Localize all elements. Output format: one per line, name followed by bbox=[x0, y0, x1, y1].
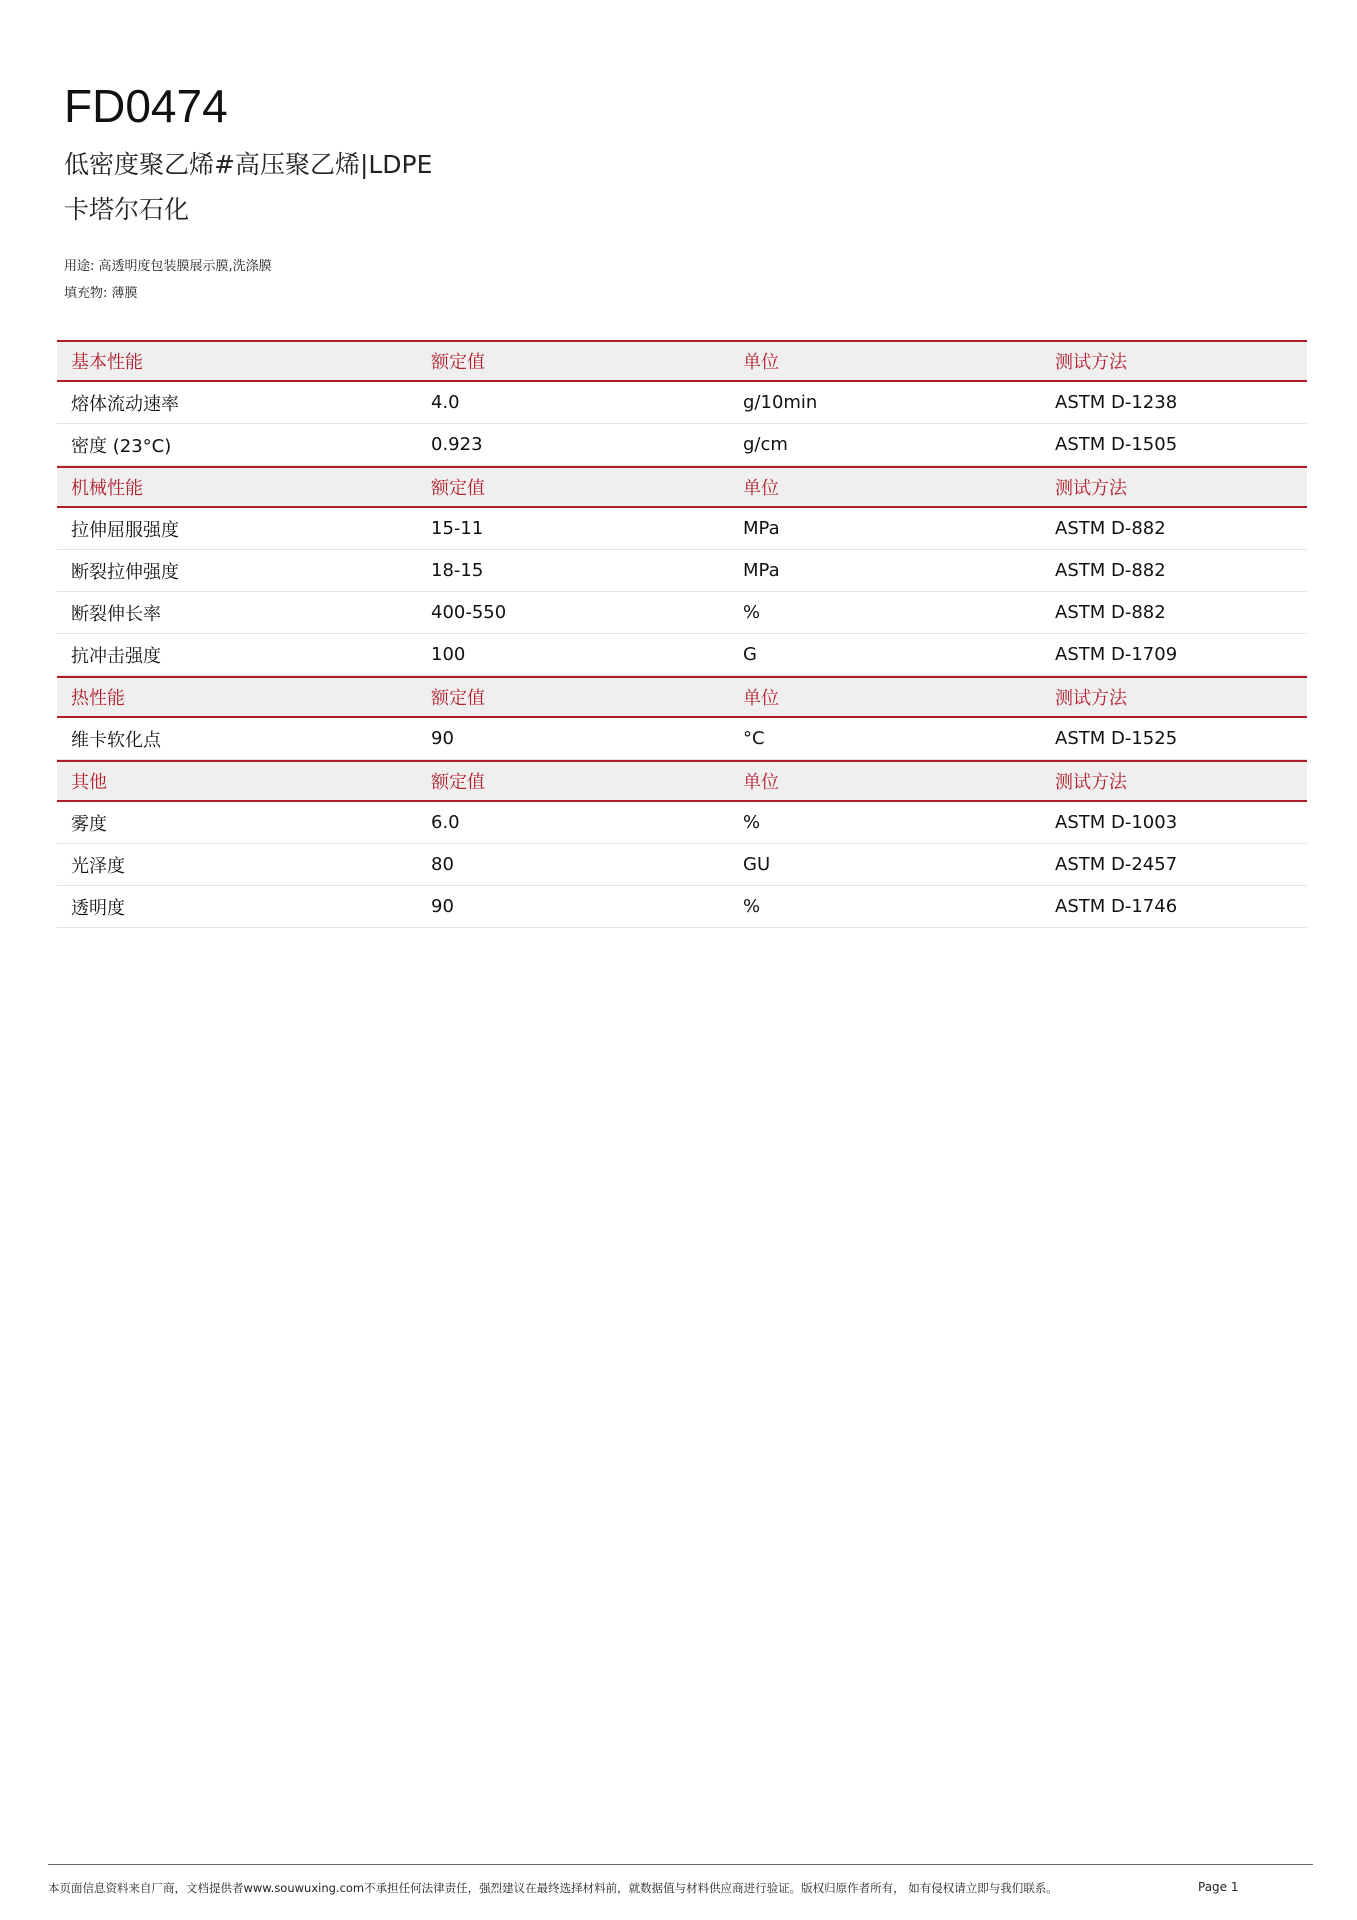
table-cell: G bbox=[743, 644, 757, 665]
section-header-cell: 基本性能 bbox=[71, 352, 143, 373]
usage-text: 用途: 高透明度包装膜展示膜,洗涤膜 bbox=[64, 259, 272, 274]
table-cell: 90 bbox=[431, 728, 454, 749]
table-cell: ASTM D-882 bbox=[1055, 602, 1166, 623]
table-cell: g/10min bbox=[743, 392, 818, 413]
footer-divider bbox=[48, 1864, 1313, 1865]
section-header-cell: 单位 bbox=[743, 478, 779, 499]
table-cell: % bbox=[743, 602, 761, 623]
table-cell: 光泽度 bbox=[71, 855, 125, 877]
table-cell: 断裂伸长率 bbox=[71, 603, 161, 625]
table-cell: 18-15 bbox=[431, 560, 484, 581]
table-cell: ASTM D-882 bbox=[1055, 560, 1166, 581]
section-header-cell: 其他 bbox=[71, 772, 107, 793]
table-cell: 断裂拉伸强度 bbox=[71, 561, 179, 583]
table-cell: 90 bbox=[431, 896, 454, 917]
footer-disclaimer: 本页面信息资料来自厂商，文档提供者www.souwuxing.com不承担任何法律责任，强烈建议在最终选择材料前，就数据值与材料供应商进行验证。版权归原作者所有， 如有侵权请立即与我们联系。 bbox=[48, 1881, 1058, 1895]
table-cell: 15-11 bbox=[431, 518, 484, 539]
table-cell: ASTM D-1505 bbox=[1055, 434, 1178, 455]
manufacturer-name: 卡塔尔石化 bbox=[64, 195, 190, 224]
table-cell: 维卡软化点 bbox=[71, 729, 161, 751]
table-row bbox=[57, 634, 1307, 676]
property-table bbox=[57, 340, 1307, 928]
table-cell: ASTM D-1238 bbox=[1055, 392, 1178, 413]
table-row bbox=[57, 508, 1307, 550]
section-header-cell: 单位 bbox=[743, 772, 779, 793]
section-header bbox=[57, 340, 1307, 382]
section-header-cell: 测试方法 bbox=[1055, 352, 1127, 373]
table-cell: 6.0 bbox=[431, 812, 460, 833]
section-header-cell: 额定值 bbox=[431, 352, 485, 373]
table-cell: 400-550 bbox=[431, 602, 507, 623]
section-header bbox=[57, 676, 1307, 718]
table-cell: MPa bbox=[743, 560, 780, 581]
table-cell: 抗冲击强度 bbox=[71, 645, 161, 667]
table-cell: 熔体流动速率 bbox=[71, 393, 179, 415]
table-cell: ASTM D-2457 bbox=[1055, 854, 1178, 875]
table-row bbox=[57, 718, 1307, 760]
table-cell: 密度 (23°C) bbox=[71, 435, 172, 457]
table-cell: % bbox=[743, 812, 761, 833]
table-cell: 4.0 bbox=[431, 392, 460, 413]
table-cell: MPa bbox=[743, 518, 780, 539]
section-header-cell: 额定值 bbox=[431, 478, 485, 499]
section-header-cell: 测试方法 bbox=[1055, 478, 1127, 499]
section-header-cell: 测试方法 bbox=[1055, 688, 1127, 709]
table-cell: ASTM D-1746 bbox=[1055, 896, 1178, 917]
table-row bbox=[57, 592, 1307, 634]
table-row bbox=[57, 844, 1307, 886]
table-cell: ASTM D-1525 bbox=[1055, 728, 1178, 749]
filler-text: 填充物: 薄膜 bbox=[64, 286, 138, 301]
table-cell: 雾度 bbox=[71, 813, 107, 835]
section-header-cell: 单位 bbox=[743, 688, 779, 709]
section-header-cell: 测试方法 bbox=[1055, 772, 1127, 793]
table-row bbox=[57, 424, 1307, 466]
section-header bbox=[57, 466, 1307, 508]
table-row bbox=[57, 886, 1307, 928]
product-category: 低密度聚乙烯#高压聚乙烯|LDPE bbox=[64, 150, 433, 179]
table-cell: 0.923 bbox=[431, 434, 483, 455]
section-header-cell: 单位 bbox=[743, 352, 779, 373]
table-cell: ASTM D-1003 bbox=[1055, 812, 1178, 833]
section-header-cell: 额定值 bbox=[431, 688, 485, 709]
table-cell: g/cm bbox=[743, 434, 788, 455]
table-cell: 100 bbox=[431, 644, 466, 665]
table-cell: ASTM D-882 bbox=[1055, 518, 1166, 539]
table-cell: °C bbox=[743, 728, 765, 749]
table-cell: 拉伸屈服强度 bbox=[71, 519, 179, 541]
product-title: FD0474 bbox=[64, 80, 228, 132]
table-cell: % bbox=[743, 896, 761, 917]
table-cell: 80 bbox=[431, 854, 454, 875]
section-header bbox=[57, 760, 1307, 802]
section-header-cell: 额定值 bbox=[431, 772, 485, 793]
table-row bbox=[57, 550, 1307, 592]
table-row bbox=[57, 382, 1307, 424]
table-cell: 透明度 bbox=[71, 897, 125, 919]
section-header-cell: 热性能 bbox=[71, 688, 125, 709]
table-row bbox=[57, 802, 1307, 844]
table-cell: ASTM D-1709 bbox=[1055, 644, 1178, 665]
table-cell: GU bbox=[743, 854, 771, 875]
section-header-cell: 机械性能 bbox=[71, 478, 143, 499]
page-number: Page 1 bbox=[1198, 1880, 1239, 1894]
